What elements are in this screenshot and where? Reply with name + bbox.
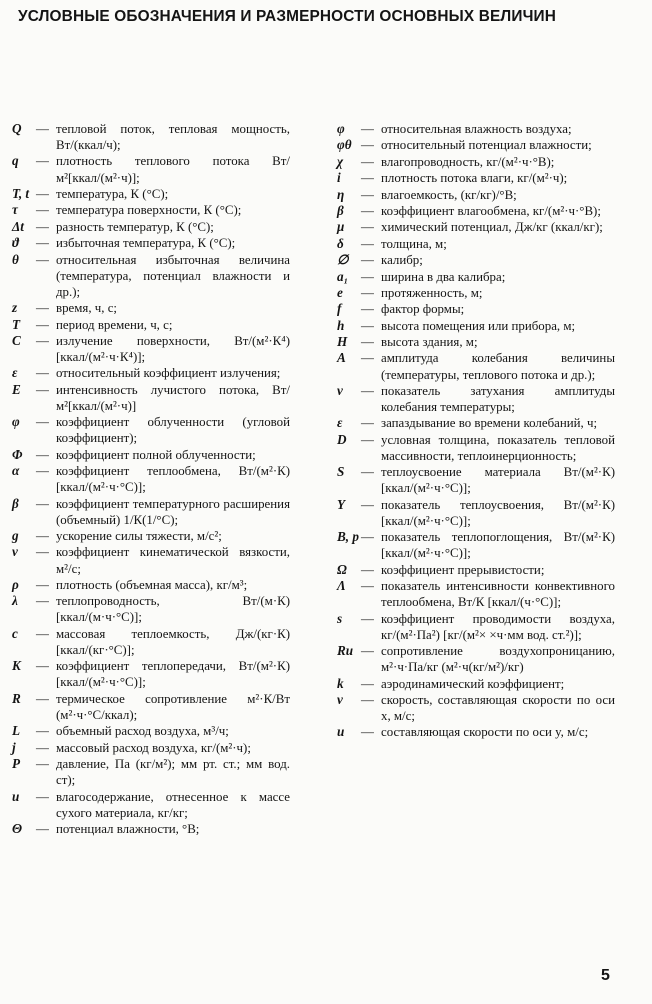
symbol-entry (337, 643, 615, 675)
dash-separator: — (361, 122, 374, 136)
symbol: q (12, 153, 19, 169)
dash-separator: — (361, 302, 374, 317)
symbol-entry (337, 154, 615, 170)
dash-separator: — (361, 318, 374, 333)
symbol: θ (12, 251, 19, 267)
dash-separator: — (361, 725, 374, 740)
dash-separator: — (361, 432, 374, 447)
symbol-description: температура, К (°С); (56, 186, 169, 201)
symbol: Θ (12, 821, 23, 837)
dash-separator: — (361, 530, 374, 545)
symbol-description: показатель теплоусвоения, Вт/(м²·К) [ккал/(м²·ч·°С)]; (381, 497, 615, 528)
symbol-description: плотность потока влаги, кг/(м²·ч); (381, 171, 568, 186)
symbol-description: высота помещения или прибора, м; (381, 318, 576, 333)
dash-separator: — (361, 693, 374, 707)
symbol-entry (12, 235, 290, 251)
symbol: k (337, 675, 344, 691)
symbol-description: коэффициент проводимости воздуха, кг/(м²·Па²) [кг/(м²× ×ч·мм вод. ст.²)]; (381, 611, 615, 642)
symbol-description: коэффициент теплопередачи, Вт/(м²·К) [ккал/(м²·ч·°С)]; (56, 659, 290, 690)
dash-separator: — (361, 253, 374, 268)
symbol-entry (337, 187, 615, 203)
symbol: K (12, 658, 21, 674)
dash-separator: — (361, 187, 374, 202)
symbol-description: составляющая скорости по оси y, м/с; (381, 725, 589, 740)
dash-separator: — (361, 465, 374, 480)
symbol-entry (337, 350, 615, 382)
symbol-entry (337, 676, 615, 692)
symbol: P (12, 756, 21, 772)
symbol-description: теплоусвоение материала Вт/(м²·К) [ккал/(м²·ч·°С)]; (381, 465, 615, 496)
symbol-entry (337, 383, 615, 415)
symbol: i (337, 170, 341, 186)
symbol-entry (337, 236, 615, 252)
symbol: H (337, 334, 348, 350)
dash-separator: — (36, 415, 49, 430)
symbol-entry (12, 463, 290, 495)
symbol-entry (337, 285, 615, 301)
symbol-description: потенциал влажности, °В; (56, 822, 200, 837)
dash-separator: — (36, 740, 49, 755)
dash-separator: — (361, 383, 374, 398)
symbol-entry (12, 121, 290, 153)
symbol: Rи (337, 643, 354, 659)
symbol-entry (12, 544, 290, 576)
symbol: λ (12, 593, 18, 609)
symbol-entry (12, 756, 290, 788)
symbol: β (12, 495, 19, 511)
symbol-entry (337, 334, 615, 350)
symbol: ∅ (337, 252, 349, 268)
dash-separator: — (36, 186, 49, 201)
symbol: δ (337, 235, 344, 251)
symbol-entry (337, 203, 615, 219)
symbol-description: коэффициент теплообмена, Вт/(м²·К) [ккал/(м²·ч·°С)]; (56, 464, 290, 495)
dash-separator: — (36, 757, 49, 772)
symbol-entry (12, 626, 290, 658)
symbol-description: протяженность, м; (381, 285, 483, 300)
symbol-entry (12, 577, 290, 593)
dash-separator: — (36, 594, 49, 609)
symbol-description: интенсивность лучистого потока, Вт/м²[ккал/(м²·ч)] (56, 382, 290, 413)
dash-separator: — (36, 691, 49, 706)
symbol: φ (337, 121, 345, 136)
symbol-description: плотность теплового потока Вт/м²[ккал/(м²·ч)]; (56, 154, 290, 185)
dash-separator: — (36, 545, 49, 560)
dash-separator: — (36, 529, 49, 544)
page-number: 5 (601, 967, 610, 984)
symbol: Ω (337, 561, 347, 577)
symbol: T, t (12, 185, 30, 201)
symbol: ε (337, 415, 343, 431)
symbol-entry (337, 497, 615, 529)
dash-separator: — (361, 676, 374, 691)
symbol-entry (337, 252, 615, 268)
dash-separator: — (361, 335, 374, 350)
symbol-description: относительный потенциал влажности; (381, 138, 592, 153)
dash-separator: — (36, 236, 49, 251)
symbol: f (337, 301, 342, 317)
symbol: α (12, 463, 20, 479)
dash-separator: — (361, 644, 374, 659)
symbol-entry (12, 333, 290, 365)
symbol-description: коэффициент кинематической вязкости, м²/с; (56, 545, 290, 576)
symbol-entry (12, 821, 290, 837)
symbol: s (337, 610, 343, 626)
dash-separator: — (361, 171, 374, 186)
dash-separator: — (36, 464, 49, 479)
dash-separator: — (361, 203, 374, 218)
symbol-entry (12, 219, 290, 235)
symbol: ϑ (12, 235, 19, 251)
symbol: g (12, 528, 19, 544)
symbol: u (337, 724, 345, 740)
dash-separator: — (361, 562, 374, 577)
dash-separator: — (36, 577, 49, 592)
symbol-description: избыточная температура, К (°С); (56, 236, 236, 251)
dash-separator: — (36, 626, 49, 641)
symbol-entry (12, 300, 290, 316)
symbol-entry (337, 562, 615, 578)
symbol: u (12, 788, 20, 804)
symbol: Q (12, 121, 22, 136)
symbol: L (12, 723, 21, 739)
symbol: A (337, 350, 346, 366)
dash-separator: — (361, 416, 374, 431)
symbol-entry (12, 528, 290, 544)
symbol-description: толщина, м; (381, 236, 447, 251)
symbol-entry (12, 789, 290, 821)
symbol-description: теплопроводность, Вт/(м·К) [ккал/(м·ч·°С)]; (56, 594, 290, 625)
symbol-description: температура поверхности, К (°С); (56, 203, 242, 218)
symbol-entry (337, 464, 615, 496)
symbol: τ (12, 202, 18, 218)
symbol-description: ускорение силы тяжести, м/с²; (56, 529, 222, 544)
symbol-description: плотность (объемная масса), кг/м³; (56, 577, 248, 592)
symbol-entry (12, 382, 290, 414)
symbol-description: аэродинамический коэффициент; (381, 676, 565, 691)
symbol-entry (12, 252, 290, 300)
symbol-entry (337, 170, 615, 186)
symbol-description: сопротивление воздухопроницанию, м²·ч·Па/кг (м²·ч(кг/м²)/кг) (381, 644, 615, 675)
symbol-description: ширина в два калибра; (381, 269, 506, 284)
symbol-entry (337, 219, 615, 235)
symbol: ν (337, 382, 343, 398)
symbol-description: относительная избыточная величина (температура, потенциал влажности и др.); (56, 252, 290, 299)
dash-separator: — (36, 203, 49, 218)
symbol-entry (12, 593, 290, 625)
symbol-description: период времени, ч, с; (56, 317, 173, 332)
dash-separator: — (36, 122, 49, 136)
symbol-description: давление, Па (кг/м²); мм рт. ст.; мм вод. ст); (56, 757, 290, 788)
symbol-entry (12, 186, 290, 202)
symbol-description: излучение поверхности, Вт/(м²·К⁴) [ккал/(м²·ч·К⁴)]; (56, 333, 290, 364)
symbol-description: тепловой поток, тепловая мощность, Вт/(ккал/ч); (56, 122, 290, 153)
dash-separator: — (36, 333, 49, 348)
dash-separator: — (361, 285, 374, 300)
dash-separator: — (36, 724, 49, 739)
symbol-entry (337, 137, 615, 153)
dash-separator: — (36, 219, 49, 234)
symbol-description: показатель интенсивности конвективного теплообмена, Вт/К [ккал/(ч·°С)]; (381, 579, 615, 610)
dash-separator: — (36, 252, 49, 267)
symbol-entry (12, 153, 290, 185)
symbol-description: показатель затухания амплитуды колебания температуры; (381, 383, 615, 415)
dash-separator: — (361, 269, 374, 284)
symbol-entry (337, 724, 615, 740)
dash-separator: — (361, 351, 374, 366)
symbol-description: калибр; (381, 253, 423, 268)
symbol-description: влагопроводность, кг/(м²·ч·°В); (381, 154, 555, 169)
symbol: B, p (337, 529, 359, 545)
symbol-entry (337, 318, 615, 334)
dash-separator: — (36, 366, 49, 381)
symbol-entry (12, 414, 290, 446)
symbol: E (12, 381, 21, 397)
symbol: Φ (12, 446, 23, 462)
symbol: h (337, 317, 345, 333)
dash-separator: — (361, 154, 374, 169)
symbol: c (12, 625, 18, 641)
symbol-description: массовый расход воздуха, кг/(м²·ч); (56, 740, 251, 755)
symbol-description: коэффициент облученности (угловой коэффициент); (56, 415, 290, 446)
symbol: C (12, 332, 21, 348)
symbol: χ (337, 153, 344, 169)
symbol-entry (337, 301, 615, 317)
symbol-description: химический потенциал, Дж/кг (ккал/кг); (381, 220, 603, 235)
symbol: D (337, 431, 347, 447)
symbol-entry (12, 658, 290, 690)
symbol-description: коэффициент температурного расширения (объемный) 1/К(1/°С); (56, 496, 290, 527)
symbol-description: влагосодержание, отнесенное к массе сухого материала, кг/кг; (56, 789, 290, 820)
dash-separator: — (36, 822, 49, 837)
symbol: R (12, 690, 21, 706)
dash-separator: — (361, 611, 374, 626)
dash-separator: — (36, 496, 49, 511)
symbol-description: коэффициент прерывистости; (381, 562, 545, 577)
symbol: j (12, 739, 16, 755)
symbol-description: термическое сопротивление м²·К/Вт (м²·ч·°С/ккал); (56, 691, 290, 722)
symbol: ν (12, 544, 18, 560)
symbol-description: скорость, составляющая скорости по оси x, м/с; (381, 693, 615, 724)
dash-separator: — (361, 497, 374, 512)
symbol-description: влагоемкость, (кг/кг)/°В; (381, 187, 517, 202)
symbol: μ (337, 219, 345, 235)
symbol-entry (337, 415, 615, 431)
symbol: v (337, 692, 343, 707)
symbol-description: высота здания, м; (381, 335, 478, 350)
symbol: Δt (12, 218, 24, 234)
page-title: УСЛОВНЫЕ ОБОЗНАЧЕНИЯ И РАЗМЕРНОСТИ ОСНОВНЫХ ВЕЛИЧИН (18, 8, 557, 25)
symbol-description: относительная влажность воздуха; (381, 122, 572, 136)
symbol-description: запаздывание во времени колебаний, ч; (381, 416, 598, 431)
symbol: Y (337, 496, 346, 512)
symbol: η (337, 186, 345, 202)
symbol-description: условная толщина, показатель тепловой массивности, теплоинерционность; (381, 432, 615, 463)
dash-separator: — (36, 789, 49, 804)
symbol: T (12, 316, 21, 332)
symbol: ρ (12, 576, 19, 592)
symbol-entry (337, 121, 615, 137)
symbol-description: относительный коэффициент излучения; (56, 366, 281, 381)
dash-separator: — (36, 659, 49, 674)
symbol: Λ (337, 578, 346, 594)
dash-separator: — (36, 317, 49, 332)
symbol-description: коэффициент влагообмена, кг/(м²·ч·°В); (381, 203, 601, 218)
symbol-entry (12, 317, 290, 333)
symbol-entry (12, 202, 290, 218)
dash-separator: — (361, 236, 374, 251)
symbol-description: объемный расход воздуха, м³/ч; (56, 724, 229, 739)
symbol-description: время, ч, с; (56, 301, 118, 316)
symbol-entry (337, 269, 615, 285)
dash-separator: — (361, 138, 374, 153)
symbol-description: амплитуда колебания величины (температуры, теплового потока и др.); (381, 351, 615, 382)
symbol-description: массовая теплоемкость, Дж/(кг·К) [ккал/(кг·°С)]; (56, 626, 290, 657)
symbol: ε (12, 365, 18, 381)
right-column (337, 121, 615, 741)
symbol-description: показатель теплопоглощения, Вт/(м²·К)[ккал/(м²·ч·°С)]; (381, 530, 615, 561)
dash-separator: — (36, 301, 49, 316)
symbol-entry (337, 578, 615, 610)
dash-separator: — (361, 220, 374, 235)
symbol: S (337, 464, 345, 480)
symbol-entry (12, 691, 290, 723)
symbol-description: коэффициент полной облученности; (56, 447, 256, 462)
symbol: e (337, 284, 343, 300)
dash-separator: — (36, 382, 49, 397)
symbol-entry (337, 432, 615, 464)
symbol-entry (12, 740, 290, 756)
symbol-entry (337, 611, 615, 643)
symbol: φ (12, 414, 20, 430)
symbol-description: фактор формы; (381, 302, 465, 317)
symbol-entry (12, 723, 290, 739)
symbol: β (337, 202, 344, 218)
dash-separator: — (36, 447, 49, 462)
symbol-entry (337, 692, 615, 724)
symbol-entry (337, 529, 615, 561)
symbol-entry (12, 365, 290, 381)
dash-separator: — (36, 154, 49, 169)
symbol: a₁ (337, 268, 349, 284)
symbol: z (12, 300, 18, 316)
symbol-description: разность температур, К (°С); (56, 219, 214, 234)
symbol: φθ (337, 137, 352, 153)
symbol-entry (12, 496, 290, 528)
left-column (12, 121, 290, 837)
dash-separator: — (361, 579, 374, 594)
symbol-entry (12, 447, 290, 463)
